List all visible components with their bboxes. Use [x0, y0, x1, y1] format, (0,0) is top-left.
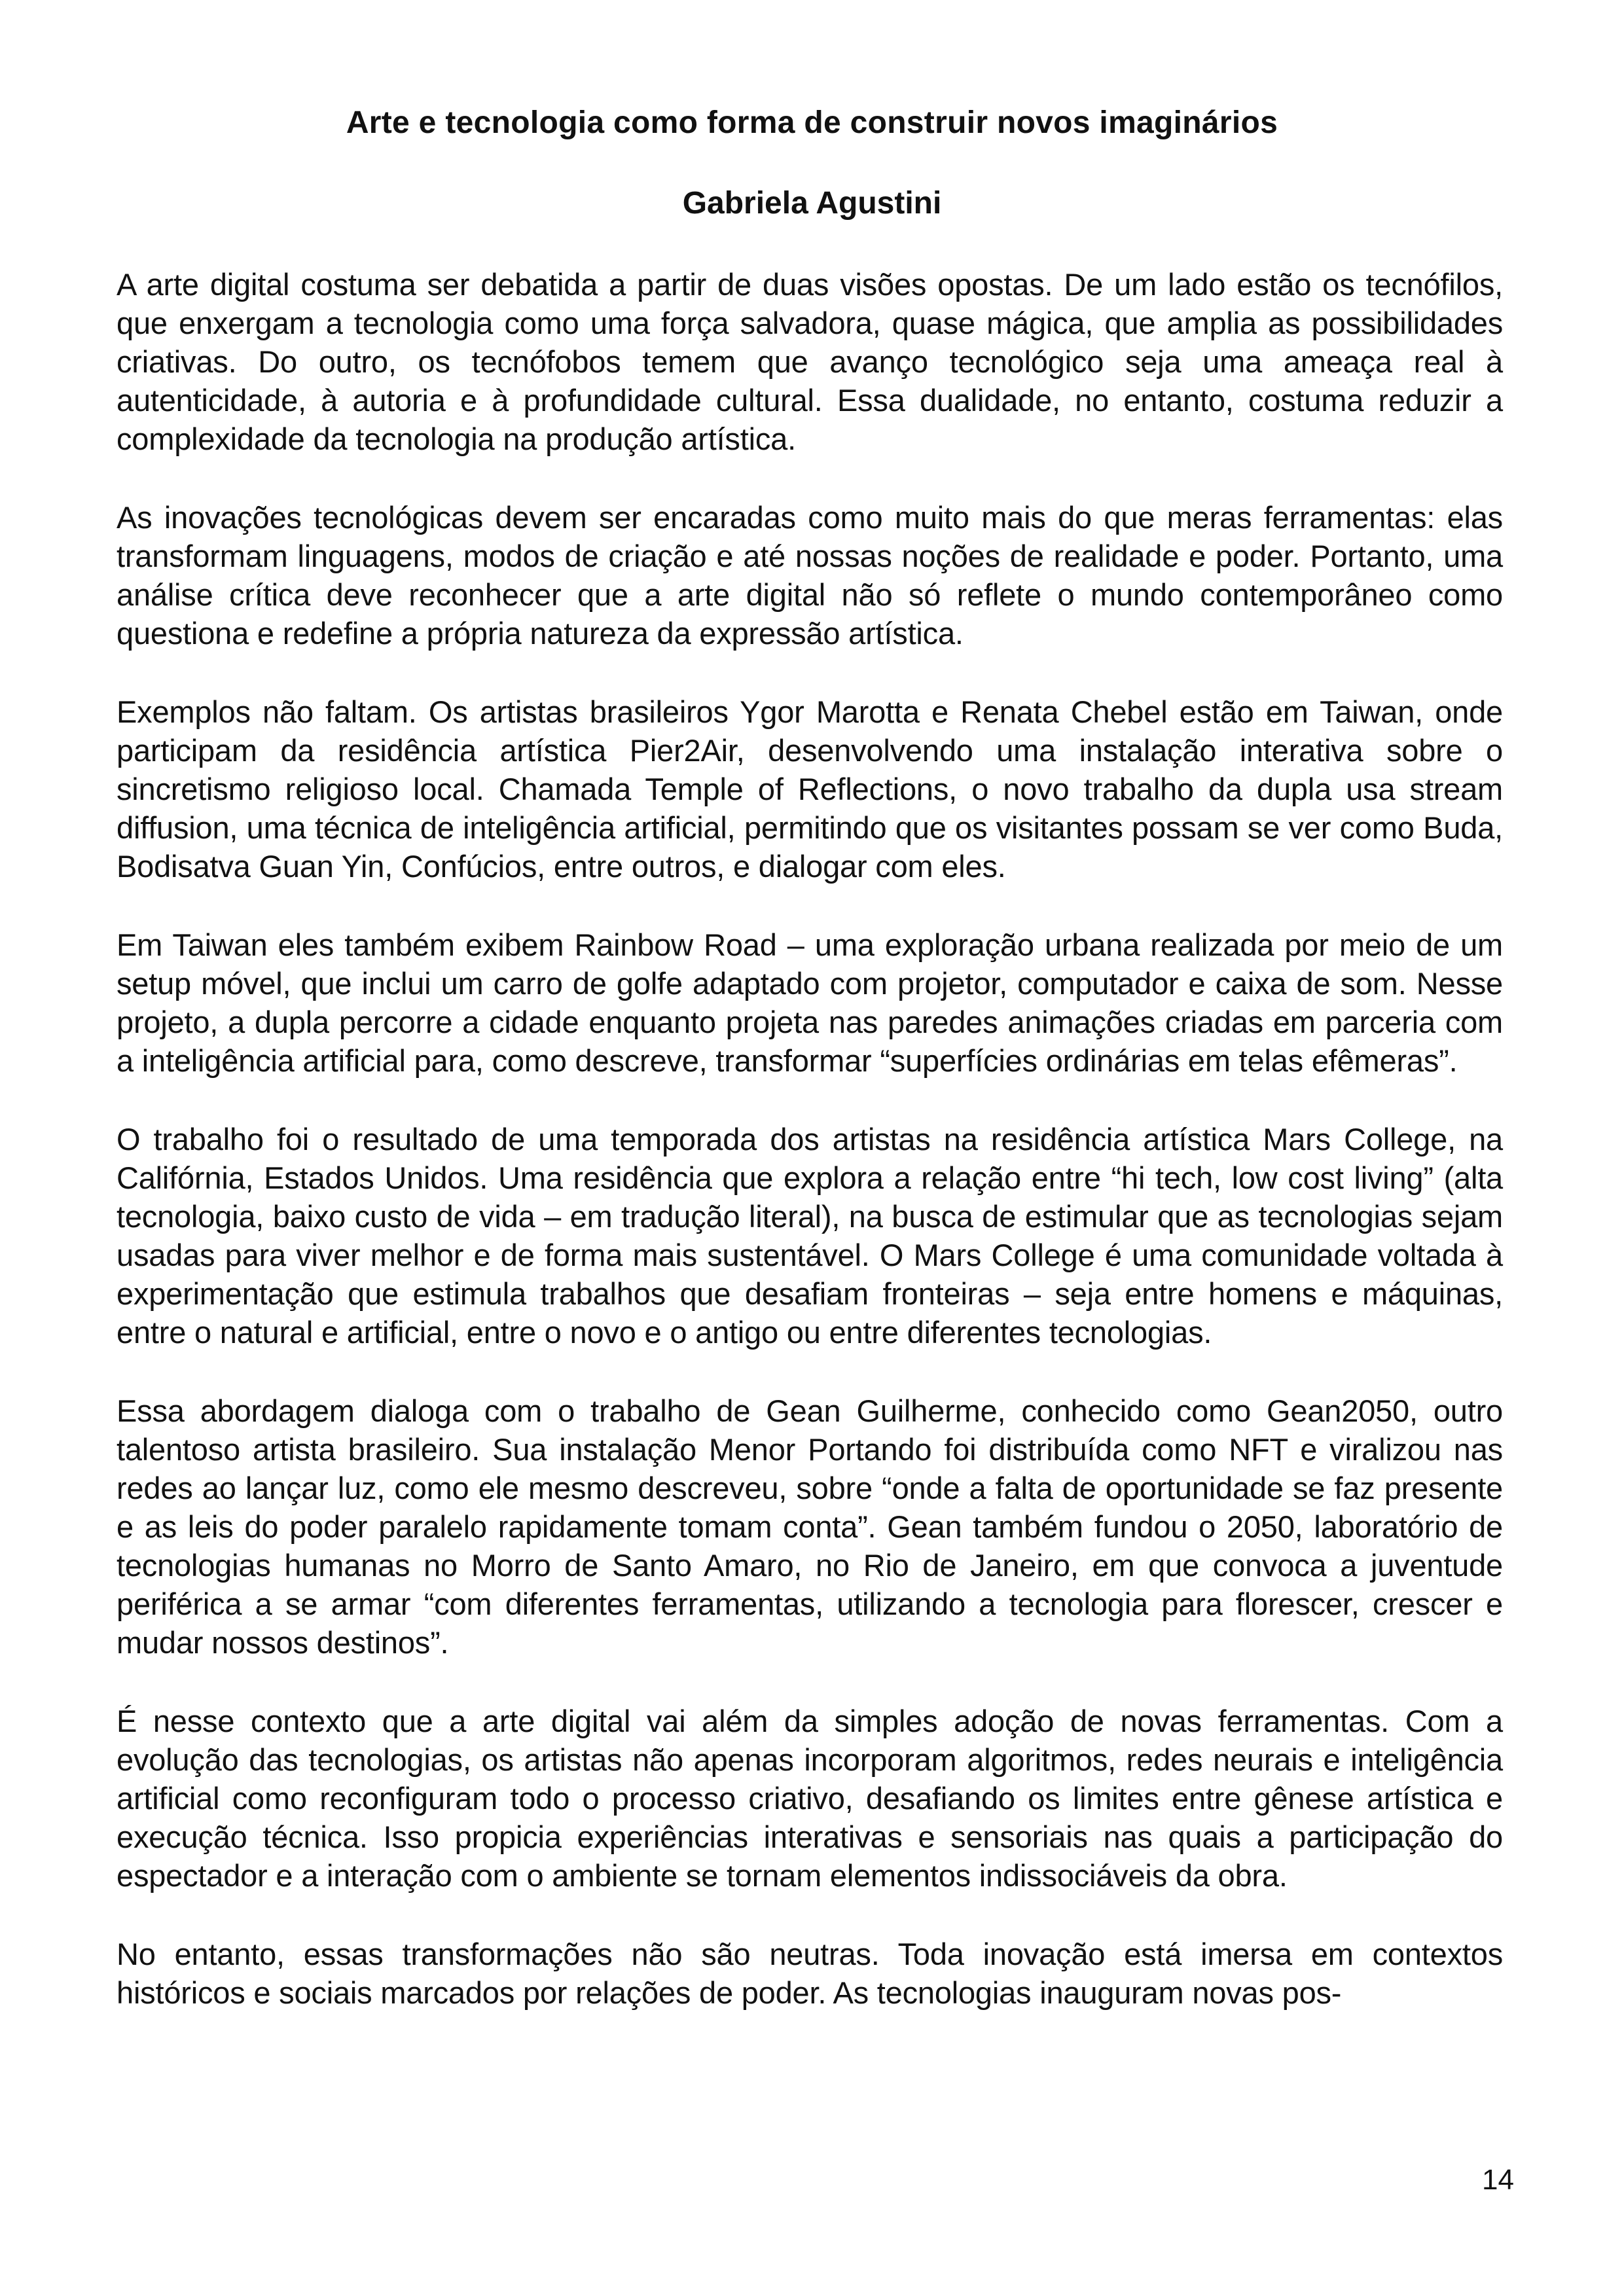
paragraph-7: É nesse contexto que a arte digital vai além da simples adoção de novas ferramentas. Com a evolução das tecnologias, os artistas não apenas incorporam algoritmos, redes neurais e inteligência artificial como reconfiguram todo o processo criativo, desafiando os limites entre gênese artística e execução técnica. Isso propicia experiências interativas e sensoriais nas quais a participação do espectador e a interação com o ambiente se tornam elementos indissociáveis da obra. [117, 1704, 1503, 1893]
paragraph-1: A arte digital costuma ser debatida a partir de duas visões opostas. De um lado estão os tecnófilos, que enxergam a tecnologia como uma força salvadora, quase mágica, que amplia as possibilidades criativas. Do outro, os tecnófobos temem que avanço tecnológico seja uma ameaça real à autenticidade, à autoria e à profundidade cultural. Essa dualidade, no entanto, costuma reduzir a complexidade da tecnologia na produção artística. [117, 267, 1503, 456]
article-body [117, 265, 1503, 2052]
paragraph-8: No entanto, essas transformações não são neutras. Toda inovação está imersa em contextos históricos e sociais marcados por relações de poder. As tecnologias inauguram novas pos- [117, 1937, 1503, 2010]
paragraph-5: O trabalho foi o resultado de uma temporada dos artistas na residência artística Mars College, na Califórnia, Estados Unidos. Uma residência que explora a relação entre “hi tech, low cost living” (alta tecnologia, baixo custo de vida – em tradução literal), na busca de estimular que as tecnologias sejam usadas para viver melhor e de forma mais sustentável. O Mars College é uma comunidade voltada à experimentação que estimula trabalhos que desafiam fronteiras – seja entre homens e máquinas, entre o natural e artificial, entre o novo e o antigo ou entre diferentes tecnologias. [117, 1122, 1503, 1350]
article-title: Arte e tecnologia como forma de construir novos imaginários [346, 105, 1278, 140]
page-number: 14 [1482, 2164, 1514, 2196]
paragraph-6: Essa abordagem dialoga com o trabalho de Gean Guilherme, conhecido como Gean2050, outro talentoso artista brasileiro. Sua instalação Menor Portando foi distribuída como NFT e viralizou nas redes ao lançar luz, como ele mesmo descreveu, sobre “onde a falta de oportunidade se faz presente e as leis do poder paralelo rapidamente tomam conta”. Gean também fundou o 2050, laboratório de tecnologias humanas no Morro de Santo Amaro, no Rio de Janeiro, em que convoca a juventude periférica a se armar “com diferentes ferramentas, utilizando a tecnologia para florescer, crescer e mudar nossos destinos”. [117, 1393, 1503, 1660]
paragraph-4: Em Taiwan eles também exibem Rainbow Road – uma exploração urbana realizada por meio de um setup móvel, que inclui um carro de golfe adaptado com projetor, computador e caixa de som. Nesse projeto, a dupla percorre a cidade enquanto projeta nas paredes animações criadas em parceria com a inteligência artificial para, como descreve, transformar “superfícies ordinárias em telas efêmeras”. [117, 927, 1503, 1078]
article-author: Gabriela Agustini [682, 186, 942, 221]
paragraph-3: Exemplos não faltam. Os artistas brasileiros Ygor Marotta e Renata Chebel estão em Taiwan, onde participam da residência artística Pier2Air, desenvolvendo uma instalação interativa sobre o sincretismo religioso local. Chamada Temple of Reflections, o novo trabalho da dupla usa stream diffusion, uma técnica de inteligência artificial, permitindo que os visitantes possam se ver como Buda, Bodisatva Guan Yin, Confúcios, entre outros, e dialogar com eles. [117, 694, 1503, 884]
paragraph-2: As inovações tecnológicas devem ser encaradas como muito mais do que meras ferramentas: elas transformam linguagens, modos de criação e até nossas noções de realidade e poder. Portanto, uma análise crítica deve reconhecer que a arte digital não só reflete o mundo contemporâneo como questiona e redefine a própria natureza da expressão artística. [117, 500, 1503, 651]
